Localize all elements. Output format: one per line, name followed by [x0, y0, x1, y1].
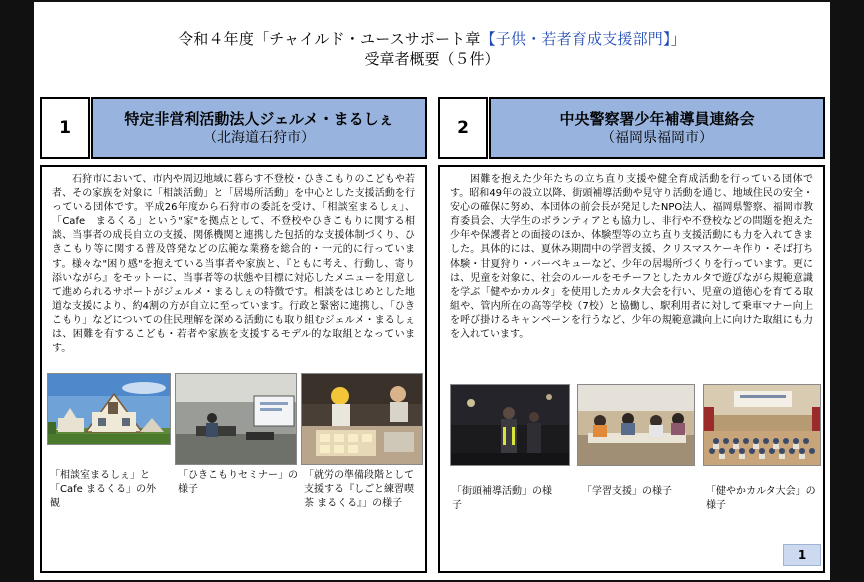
awardee-header: [40, 97, 427, 159]
org-location: （福岡県福岡市）: [601, 129, 713, 146]
photo-caption: 「街頭補導活動」の様子: [452, 486, 552, 511]
study-image: [578, 385, 695, 466]
house-image: [48, 374, 171, 445]
org-description: 石狩市において、市内や周辺地域に暮らす不登校・ひきこもりのこどもや若者、その家族を対象に「相談活動」と「居場所活動」を中心とした支援活動を行っている団体です。平成26年度から石狩市の委託を受け、「相談室まるしぇ」、「Cafe まるくる」という"家"を拠点として、不登校やひきこもりに関する相談、当事者の成長自立の支援、関係機関と連携した包括的な支援体制づくり、ひきこもり等に関する普及啓発などの広範な業務を総合的・一元的に行っています。様々な"困り感"を抱えている当事者や家族と、『ともに考え、行動し、寄り添いながら』をモットーに、当事者等の状態や目標に対応したメニューを用意して進められるサポートがジェルメ・まるしぇの特徴です。相談をはじめとした地道な支援により、約4割の方が自立に至っています。行政と緊密に連携し、「ひきこもり」などについての住民理解を深める活動にも取り組むジェルメ・まるしぇは、困難を有するこども・若者や家族を支援するモデル的な取組となっています。: [52, 174, 415, 355]
document-page: [34, 2, 830, 580]
org-name: 中央警察署少年補導員連絡会: [559, 109, 755, 128]
document-title: 令和４年度「チャイルド・ユースサポート章【子供・若者育成支援部門】」: [178, 30, 686, 48]
photo-study-support: [577, 384, 695, 466]
seminar-image: [176, 374, 297, 465]
photo-caption: 「相談室まるしぇ」と「Cafe まるくる」の外観: [50, 470, 156, 509]
document-subtitle: 受章者概要（５件）: [364, 50, 500, 68]
page-number: 1: [783, 544, 821, 566]
photo-seminar: [175, 373, 297, 465]
patrol-image: [451, 385, 570, 466]
entry-number: 2: [438, 97, 488, 159]
title-highlight: 【子供・若者育成支援部門】: [480, 30, 671, 48]
photo-cafe: [301, 373, 423, 465]
cafe-image: [302, 374, 423, 465]
photo-house-exterior: [47, 373, 171, 445]
photo-caption: 「学習支援」の様子: [582, 486, 672, 497]
photo-caption: 「健やかカルタ大会」の様子: [706, 486, 816, 511]
photo-caption: 「就労の準備段階として支援する『しごと練習喫茶 まるくる』」の様子: [304, 470, 414, 509]
org-description: 困難を抱えた少年たちの立ち直り支援や健全育成活動を行っている団体です。昭和49年の設立以降、街頭補導活動や見守り活動を通じ、地域住民の安全・安心の確保に努め、本団体の前会長が発足したNPO法人、福岡県警察、福岡市教育委員会、大学生のボランティアとも協力し、非行や不登校などの問題を抱えた少年や保護者との面接のほか、体験型等の立ち直り支援活動にも力を入れてきました。具体的には、夏休み期間中の学習支援、クリスマスケーキ作り・そば打ち体験・甘夏狩り・バーベキューなど、少年の居場所づくりを行っています。更には、児童を対象に、社会のルールをモチーフとしたカルタで遊びながら規範意識を学ぶ「健やかカルタ」を使用したカルタ大会を行い、児童の道徳心を育てる取組や、管内所在の高等学校（7校）と協働し、駅利用者に対して乗車マナー向上を呼び掛けるキャンペーンを行うなど、少年の規範意識向上に向けた取組にも力を入れています。: [450, 174, 813, 341]
photo-street-patrol: [450, 384, 570, 466]
photo-karuta-tournament: [703, 384, 821, 466]
photo-caption: 「ひきこもりセミナー」の様子: [178, 470, 298, 495]
org-name: 特定非営利活動法人ジェルメ・まるしぇ: [124, 109, 394, 128]
karuta-image: [704, 385, 821, 466]
awardee-panel-2: [438, 97, 825, 573]
org-title-box: [489, 97, 825, 159]
awardee-body: [40, 165, 427, 573]
org-title-box: [91, 97, 427, 159]
awardee-panel-1: [40, 97, 427, 573]
org-location: （北海道石狩市）: [203, 129, 315, 146]
awardee-header: [438, 97, 825, 159]
awardee-body: [438, 165, 825, 573]
entry-number: 1: [40, 97, 90, 159]
